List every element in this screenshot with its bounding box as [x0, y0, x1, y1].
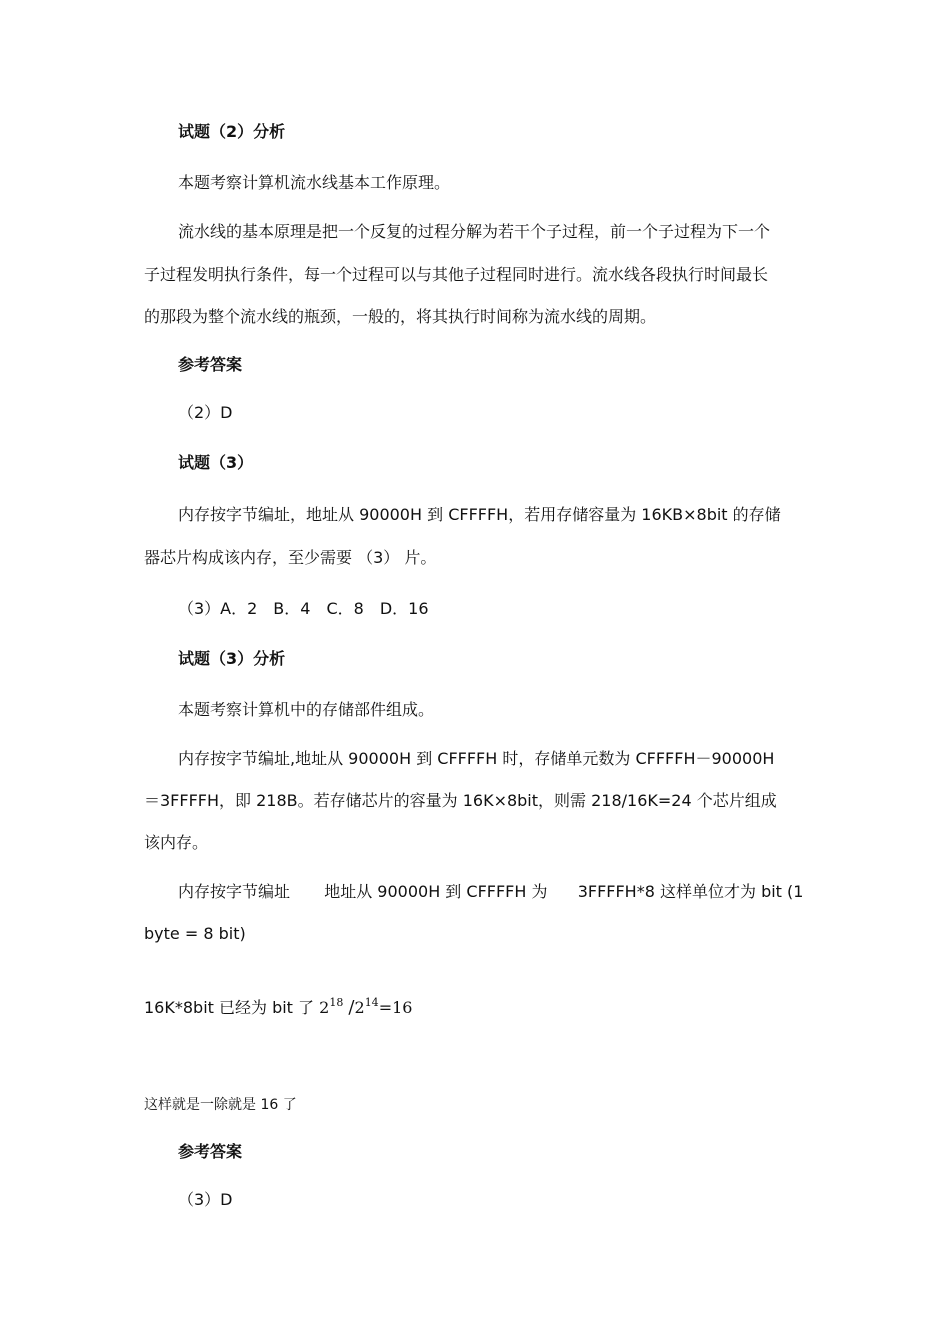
q2-analysis-heading: 试题（2）分析 [178, 122, 286, 141]
q2-analysis-paragraph-line-1: 流水线的基本原理是把一个反复的过程分解为若干个子过程，前一个子过程为下一个 [178, 222, 771, 241]
q3-analysis-heading: 试题（3）分析 [178, 649, 286, 668]
note-line-1 [178, 881, 803, 903]
q3-analysis-paragraph-line-3: 该内存。 [144, 833, 209, 852]
formula-base-2: 2 [354, 998, 365, 1017]
q3-reference-answer-heading: 参考答案 [178, 1142, 243, 1161]
q2-analysis-intro: 本题考察计算机流水线基本工作原理。 [178, 173, 451, 192]
note-small: 这样就是一除就是 16 了 [144, 1097, 297, 1113]
q2-reference-answer: （2）D [178, 403, 233, 422]
formula-exponent-2: 14 [364, 996, 379, 1009]
formula-result: =16 [378, 998, 413, 1017]
q3-question-heading: 试题（3） [178, 453, 254, 472]
formula-exponent-1: 18 [329, 996, 344, 1009]
q2-analysis-paragraph-line-3: 的那段为整个流水线的瓶颈，一般的，将其执行时间称为流水线的周期。 [144, 307, 657, 326]
q3-analysis-intro: 本题考察计算机中的存储部件组成。 [178, 700, 435, 719]
q3-analysis-paragraph-line-2: ＝3FFFFH，即 218B。若存储芯片的容量为 16K×8bit，则需 218/16K=24 个芯片组成 [144, 791, 777, 810]
q3-question-line-1: 内存按字节编址，地址从 90000H 到 CFFFFH，若用存储容量为 16KB×8bit 的存储 [178, 505, 781, 524]
note-line-1-part-b: 地址从 90000H 到 CFFFFH 为 [324, 882, 548, 901]
formula-line [144, 997, 412, 1019]
q3-options: （3）A．2 B．4 C．8 D．16 [178, 599, 429, 618]
q3-reference-answer: （3）D [178, 1190, 233, 1209]
formula-text: 16K*8bit 已经为 bit 了 [144, 998, 315, 1017]
formula-slash: / [348, 997, 355, 1018]
q2-reference-answer-heading: 参考答案 [178, 355, 243, 374]
formula-base-1: 2 [319, 998, 330, 1017]
note-line-1-part-c: 3FFFFH*8 这样单位才为 bit (1 [577, 882, 804, 901]
note-line-2: byte = 8 bit) [144, 924, 246, 943]
note-line-1-part-a: 内存按字节编址 [178, 882, 291, 901]
q3-analysis-paragraph-line-1: 内存按字节编址,地址从 90000H 到 CFFFFH 时，存储单元数为 CFFFFH－90000H [178, 749, 775, 768]
formula-expression [319, 998, 412, 1017]
q2-analysis-paragraph-line-2: 子过程发明执行条件，每一个过程可以与其他子过程同时进行。流水线各段执行时间最长 [144, 265, 769, 284]
q3-question-line-2: 器芯片构成该内存，至少需要 （3） 片。 [144, 548, 437, 567]
